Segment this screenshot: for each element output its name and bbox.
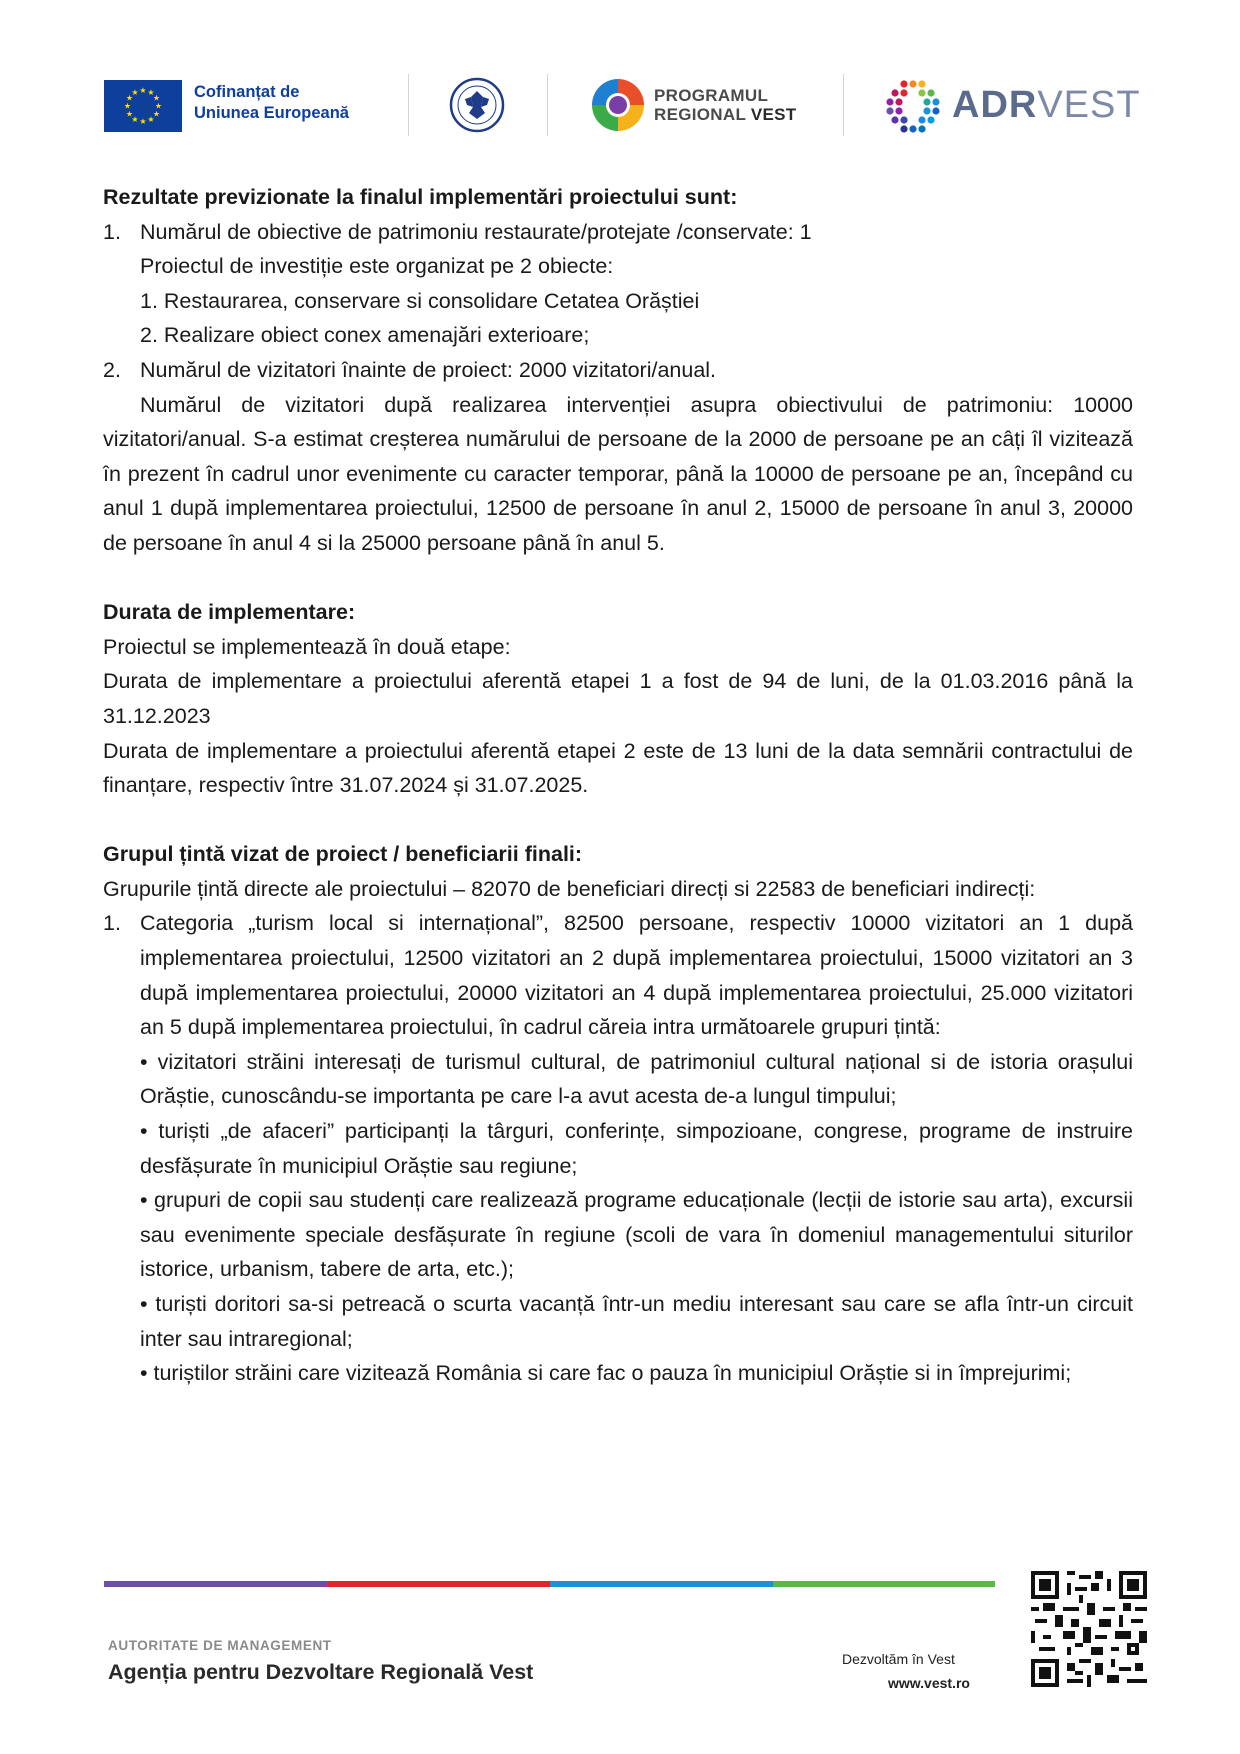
svg-text:★: ★ bbox=[154, 101, 163, 111]
adr-vest-dots-icon bbox=[884, 78, 940, 134]
results-item-2-detail: Numărul de vizitatori după realizarea intervenției asupra obiectivului de patrimoniu: 10000 vizitatori/anual. S-a estimat creșterea numărului de persoane de la 2000 de persoane pe an câți îl vizitează în prezent în cadrul unor evenimente cu caracter temporar, până la 10000 de persoane pe an, începând cu anul 1 după implementarea proiectului, 12500 de persoane în anul 2, 15000 de persoane în anul 3, 20000 de persoane în anul 4 si la 25000 persoane până în anul 5. bbox=[103, 392, 1133, 555]
header-divider bbox=[408, 74, 409, 136]
target-item-1: 1. Categoria „turism local si internațional”, 82500 persoane, respectiv 10000 vizitatori an 1 după implementarea proiectului, 12500 vizitatori an 2 după implementarea proiectului, 15000 vizitatori an 3 după implementarea proiectului, 20000 vizitatori an 4 după implementarea proiectului, 25.000 vizitatori an 5 după implementarea proiectului, în cadrul căreia intra următoarele grupuri țintă: bbox=[103, 911, 1133, 1040]
footer-stripe-blue bbox=[550, 1581, 773, 1587]
duration-intro: Proiectul se implementează în două etape: bbox=[103, 634, 511, 659]
target-bullet-3: • grupuri de copii sau studenți care realizează programe educaționale (lecții de istorie sau arta), excursii sau evenimente speciale desfășurate în regiune (scoli de vara în domeniul managementului siturilor istorice, urbanism, tabere de arta, etc.); bbox=[140, 1188, 1133, 1282]
regional-programme-label: PROGRAMUL REGIONAL VEST bbox=[654, 86, 797, 124]
svg-text:★: ★ bbox=[147, 88, 155, 97]
footer-stripe-green bbox=[773, 1581, 995, 1587]
target-heading: Grupul țintă vizat de proiect / beneficiarii finali: bbox=[103, 842, 583, 867]
footer-stripe-purple bbox=[104, 1581, 327, 1587]
svg-text:★: ★ bbox=[125, 109, 134, 119]
regional-programme-ring-icon bbox=[588, 75, 648, 135]
svg-text:★: ★ bbox=[131, 88, 139, 97]
footer-stripe-red bbox=[327, 1581, 550, 1587]
results-object-2: 2. Realizare obiect conex amenajări exterioare; bbox=[140, 323, 590, 348]
header-divider bbox=[547, 74, 548, 136]
footer-slogan: Dezvoltăm în Vest bbox=[842, 1651, 955, 1667]
results-heading: Rezultate previzionate la finalul implementări proiectului sunt: bbox=[103, 185, 738, 209]
svg-text:★: ★ bbox=[139, 86, 147, 95]
authority-name: Agenția pentru Dezvoltare Regională Vest bbox=[108, 1660, 534, 1684]
svg-text:★: ★ bbox=[152, 109, 161, 119]
svg-text:★: ★ bbox=[123, 101, 132, 111]
authority-label: AUTORITATE DE MANAGEMENT bbox=[108, 1638, 332, 1653]
results-item-2: 2. Numărul de vizitatori înainte de proiect: 2000 vizitatori/anual. bbox=[103, 357, 717, 382]
target-bullet-4: • turiști doritori sa-si petreacă o scurta vacanță într-un mediu interesant sau care se afla într-un circuit inter sau intraregional; bbox=[140, 1292, 1133, 1351]
results-object-1: 1. Restaurarea, conservare si consolidare Cetatea Orăștiei bbox=[140, 288, 700, 313]
target-bullet-2: • turiști „de afaceri” participanți la târguri, conferințe, simpozioane, congrese, programe de instruire desfășurate în municipiul Orăștie sau regiune; bbox=[140, 1119, 1133, 1178]
target-bullet-5: • turiștilor străini care vizitează România si care fac o pauza în municipiul Orăștie si in împrejurimi; bbox=[140, 1361, 1072, 1386]
svg-text:★: ★ bbox=[131, 115, 139, 124]
results-item-1-subtitle: Proiectul de investiție este organizat pe 2 obiecte: bbox=[140, 254, 614, 279]
svg-text:★: ★ bbox=[139, 117, 147, 126]
results-item-1: 1. Numărul de obiective de patrimoniu restaurate/protejate /conservate: 1 bbox=[103, 219, 812, 244]
document-body bbox=[103, 180, 1133, 1391]
svg-text:★: ★ bbox=[152, 93, 161, 103]
duration-heading: Durata de implementare: bbox=[103, 600, 356, 625]
duration-stage-2: Durata de implementare a proiectului aferentă etapei 2 este de 13 luni de la data semnării contractului de finanțare, respectiv între 31.07.2024 și 31.07.2025. bbox=[103, 738, 1133, 798]
adr-vest-wordmark: ADRVEST bbox=[952, 84, 1141, 126]
qr-code-icon bbox=[1031, 1571, 1147, 1687]
target-bullet-1: • vizitatori străini interesați de turismul cultural, de patrimoniul cultural național si de istoria orașului Orăștie, cunoscându-se importanta pe care l-a avut acesta de-a lungul timpului; bbox=[140, 1049, 1133, 1109]
svg-text:★: ★ bbox=[125, 93, 134, 103]
footer-website: www.vest.ro bbox=[888, 1675, 970, 1691]
header-logos bbox=[0, 0, 1240, 180]
header-divider bbox=[843, 74, 844, 136]
svg-text:★: ★ bbox=[147, 115, 155, 124]
romanian-government-seal-icon bbox=[449, 77, 505, 133]
eu-flag-icon bbox=[104, 80, 182, 132]
target-intro: Grupurile țintă directe ale proiectului – 82070 de beneficiari direcți si 22583 de beneficiari indirecți: bbox=[103, 876, 1036, 901]
duration-stage-1: Durata de implementare a proiectului aferentă etapei 1 a fost de 94 de luni, de la 01.03.2016 până la 31.12.2023 bbox=[103, 669, 1133, 728]
eu-cofinancing-label: Cofinanțat de Uniunea Europeană bbox=[194, 83, 349, 122]
